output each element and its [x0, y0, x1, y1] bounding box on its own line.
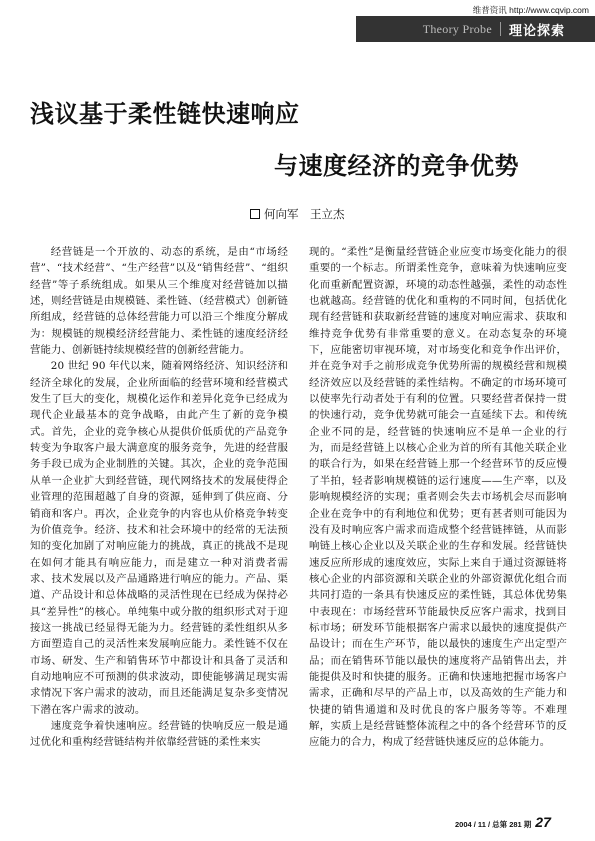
page-number: 27 [535, 814, 551, 830]
author-line [250, 206, 345, 222]
body-paragraph: 经营链是一个开放的、动态的系统，是由“市场经营”、“技术经营”、“生产经营”以及“销售经营”、“组织经营”等子系统组成。如果从三个维度对经营链加以描述，则经营链是由规模链、柔性链、（经营模式）创新链所组成，经营链的总体经营能力可以沿三个维度分解成为：规模链的规模经济经营能力、柔性链的速度经济经营能力、创新链持续规模经营的创新经营能力。 [30, 246, 288, 357]
body-paragraph: 现的。“柔性”是衡量经营链企业应变市场变化能力的很重要的一个标志。所谓柔性竞争，意味着为快速响应变化而重新配置资源，环境的动态性越强，柔性的动态性也就越高。经营链的优化和重构的不同时间，包括优化现有经营链和获取新经营链的速度对响应需求、获取和维持竞争优势有非常重要的意义。在动态复杂的环境下，应能密切审视环境，对市场变化和竞争作出评价，并在竞争对手之前形成竞争优势所需的规模经营和规模经济效应以及经营链的柔性结构。不确定的市场环境可以使率先行动者处于有利的位置。只要经营者保持一贯的快速行动，竞争优势就可能会一直延续下去。和传统企业不同的是，经营链的快速响应不是单一企业的行为，而是经营链上以核心企业为首的所有其他关联企业的联合行为，如果在经营链上那一个经营环节的反应慢了半拍，轻者影响规模链的运行速度——生产率，以及影响规模经济的实现；重者则会失去市场机会尽而影响企业在竞争中的有利地位和优势；更有甚者则可能因为没有及时响应客户需求而造成整个经营链摔链，从而影响链上核心企业以及关联企业的生存和发展。经营链快速反应所形成的速度效应，实际上来自于通过资源链将核心企业的内部资源和关联企业的外部资源优化组合而共同打造的一条具有快速反应的柔性链，其总体优势集中表现在：市场经营环节能最快反应客户需求，找到目标市场；研发环节能根据客户需求以最快的速度提供产品设计；而在生产环节，能以最快的速度生产出定型产品；而在销售环节能以最快的速度将产品销售出去，并能提供及时和快捷的服务。正确和快速地把握市场客户需求，正确和尽早的产品上市，以及高效的生产能力和快捷的销售通道和及时优良的客户服务等等。不难理解，实质上是经营链整体流程之中的各个经营环节的反应能力的合力，构成了经营链快速反应的总体能力。 [309, 246, 567, 749]
watermark-url: 维普资讯 http://www.cqvip.com [472, 5, 589, 15]
section-name-english: Theory Probe [422, 21, 492, 36]
article-title-line2: 与速度经济的竞争优势 [274, 152, 519, 180]
section-name-chinese: 理论探索 [508, 23, 565, 39]
square-bullet-icon [250, 209, 260, 219]
page-footer [455, 814, 551, 830]
body-paragraph: 速度竞争着快速响应。经营链的快响反应一般是通过优化和重构经营链结构并依靠经营链的柔性来实 [30, 719, 288, 749]
body-column-left [30, 244, 288, 751]
article-title-line1: 浅议基于柔性链快速响应 [30, 100, 300, 128]
body-paragraph: 20 世纪 90 年代以来，随着网络经济、知识经济和经济全球化的发展，企业所面临的经营环境和经营模式发生了巨大的变化，规模化运作和差异化竞争已经成为现代企业最基本的竞争战略，由此产生了新的竞争模式。首先，企业的竞争核心从提供价低质优的产品竞争转变为争取客户最大满意度的服务竞争，先进的经营服务手段已成为企业制胜的关键。其次，企业的竞争范围从单一企业扩大到经营链，现代网络技术的发展使得企业管理的范围超越了自身的资源，延伸到了供应商、分销商和客户。再次，企业竞争的内容也从价格竞争转变为价值竞争。经济、技术和社会环境中的经常的无法预知的变化加剧了对响应能力的挑战，真正的挑战不是现在如何才能具有响应能力，而是建立一种对消费者需求、技术发展以及产品通路进行响应的能力。产品、渠道、产品设计和总体战略的灵活性现在已经成为保持必具“差异性”的核心。单纯集中或分散的组织形式对于迎接这一挑战已经显得无能为力。经营链的柔性组织从多方面塑造自己的灵活性来发展响应能力。柔性链不仅在市场、研发、生产和销售环节中都设计和具备了灵活和自动地响应不可预测的供求波动，即使能够满足现实需求情况下客户需求的波动，而且还能满足复杂多变情况下潜在客户需求的波动。 [30, 360, 288, 716]
issue-info: 2004 / 11 / 总第 281 期 [455, 820, 532, 829]
section-header-band [356, 16, 595, 42]
body-column-right [309, 244, 567, 751]
author-names: 何向军 王立杰 [264, 207, 345, 221]
section-divider [500, 22, 501, 36]
